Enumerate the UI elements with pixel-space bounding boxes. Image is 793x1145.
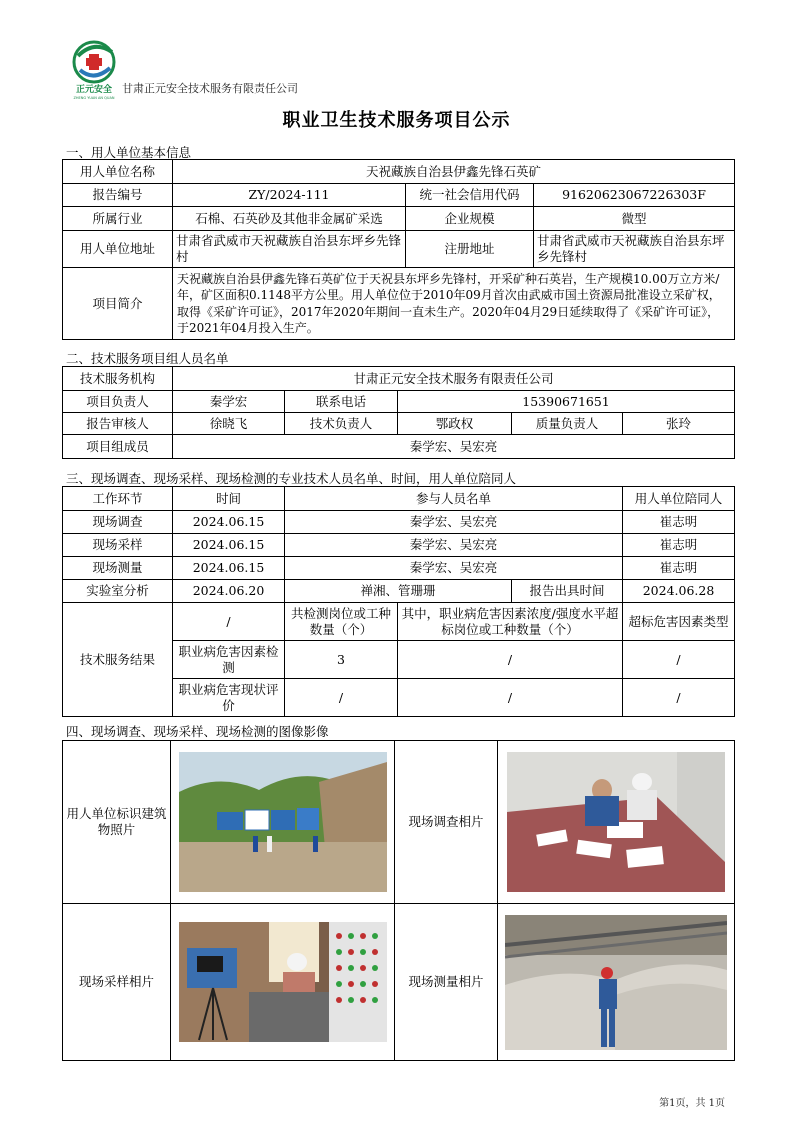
photo-cell [498,741,735,904]
result-count: 3 [285,641,398,679]
report-no-label: 报告编号 [63,184,173,207]
members: 秦学宏、吴宏亮 [173,435,735,459]
report-date-label: 报告出具时间 [512,580,623,603]
lab-stage: 实验室分析 [63,580,173,603]
project-intro: 天祝藏族自治县伊鑫先锋石英矿位于天祝县东坪乡先锋村，开采矿种石英岩，生产规模10.00万立方米/年，矿区面积0.1148平方公里。用人单位位于2010年09月首次由武威市国土资源局批准设立采矿权，取得《采矿许可证》，2017年2020年期间一直未生产。2020年04月29日延续取得了《采矿许可证》，于2021年04月投入生产。 [173,268,735,340]
employer-name-label: 用人单位名称 [63,160,173,184]
result-type: / [623,679,735,717]
report-date: 2024.06.28 [623,580,735,603]
credit-code: 91620623067226303F [534,184,735,207]
survey-photo [507,752,725,892]
photo-label-building: 用人单位标识建筑物照片 [63,741,171,904]
quality-lead-label: 质量负责人 [512,413,623,435]
col-people-header: 参与人员名单 [285,487,623,511]
employer-info-table [62,159,735,340]
result-name: 职业病危害因素检测 [173,641,285,679]
col-date-header: 时间 [173,487,285,511]
table-row [63,557,735,580]
building-photo [179,752,387,892]
results-corner: / [173,603,285,641]
address: 甘肃省武威市天祝藏族自治县东坪乡先锋村 [173,231,406,268]
col-companion-header: 用人单位陪同人 [623,487,735,511]
page-number: 第1页，共 1页 [659,1098,725,1109]
scale: 微型 [534,207,735,231]
company-logo [68,38,120,100]
logo-text: 正元安全 [75,85,113,95]
stage: 现场测量 [63,557,173,580]
credit-code-label: 统一社会信用代码 [406,184,534,207]
lab-people: 禅湘、管珊珊 [285,580,512,603]
table-row [63,511,735,534]
team-table [62,366,735,459]
photo-cell [498,904,735,1061]
results-label: 技术服务结果 [63,603,173,717]
photo-label-measuring: 现场测量相片 [395,904,498,1061]
result-type: / [623,641,735,679]
company-name: 甘肃正元安全技术服务有限责任公司 [122,82,298,95]
lab-date: 2024.06.20 [173,580,285,603]
people: 秦学宏、吴宏亮 [285,534,623,557]
results-count-header: 共检测岗位或工种数量（个） [285,603,398,641]
result-count: / [285,679,398,717]
phone: 15390671651 [398,391,735,413]
tech-lead-label: 技术负责人 [285,413,398,435]
leader: 秦学宏 [173,391,285,413]
reviewer-label: 报告审核人 [63,413,173,435]
leader-label: 项目负责人 [63,391,173,413]
sampling-photo [179,922,387,1042]
photo-label-survey: 现场调查相片 [395,741,498,904]
result-name: 职业病危害现状评价 [173,679,285,717]
logo-subtext: ZHENG YUAN AN QUAN [73,96,115,100]
result-exceed: / [398,679,623,717]
industry: 石棉、石英砂及其他非金属矿采选 [173,207,406,231]
date: 2024.06.15 [173,511,285,534]
employer-name: 天祝藏族自治县伊鑫先锋石英矿 [173,160,735,184]
table-row [63,580,735,603]
address-label: 用人单位地址 [63,231,173,268]
date: 2024.06.15 [173,534,285,557]
scale-label: 企业规模 [406,207,534,231]
report-no: ZY/2024-111 [173,184,406,207]
section2-heading: 二、技术服务项目组人员名单 [66,351,229,366]
section3-heading: 三、现场调查、现场采样、现场检测的专业技术人员名单、时间，用人单位陪同人 [66,471,517,486]
page-title: 职业卫生技术服务项目公示 [282,110,511,131]
quality-lead: 张玲 [623,413,735,435]
results-exceed-header: 其中，职业病危害因素浓度/强度水平超标岗位或工种数量（个） [398,603,623,641]
phone-label: 联系电话 [285,391,398,413]
section1-heading: 一、用人单位基本信息 [66,145,192,160]
companion: 崔志明 [623,511,735,534]
reviewer: 徐晓飞 [173,413,285,435]
stage: 现场采样 [63,534,173,557]
col-stage-header: 工作环节 [63,487,173,511]
result-exceed: / [398,641,623,679]
stage: 现场调查 [63,511,173,534]
industry-label: 所属行业 [63,207,173,231]
reg-address-label: 注册地址 [406,231,534,268]
companion: 崔志明 [623,557,735,580]
photo-cell [171,904,395,1061]
measuring-photo [505,915,727,1050]
section4-heading: 四、现场调查、现场采样、现场检测的图像影像 [66,724,329,739]
members-label: 项目组成员 [63,435,173,459]
intro-label: 项目简介 [63,268,173,340]
reg-address: 甘肃省武威市天祝藏族自治县东坪乡先锋村 [534,231,735,268]
companion: 崔志明 [623,534,735,557]
org: 甘肃正元安全技术服务有限责任公司 [173,367,735,391]
fieldwork-table [62,486,735,717]
page-header [68,38,488,102]
date: 2024.06.15 [173,557,285,580]
photo-label-sampling: 现场采样相片 [63,904,171,1061]
people: 秦学宏、吴宏亮 [285,557,623,580]
photo-table [62,740,735,1061]
table-row [63,534,735,557]
photo-cell [171,741,395,904]
org-label: 技术服务机构 [63,367,173,391]
people: 秦学宏、吴宏亮 [285,511,623,534]
tech-lead: 鄂政权 [398,413,512,435]
results-type-header: 超标危害因素类型 [623,603,735,641]
